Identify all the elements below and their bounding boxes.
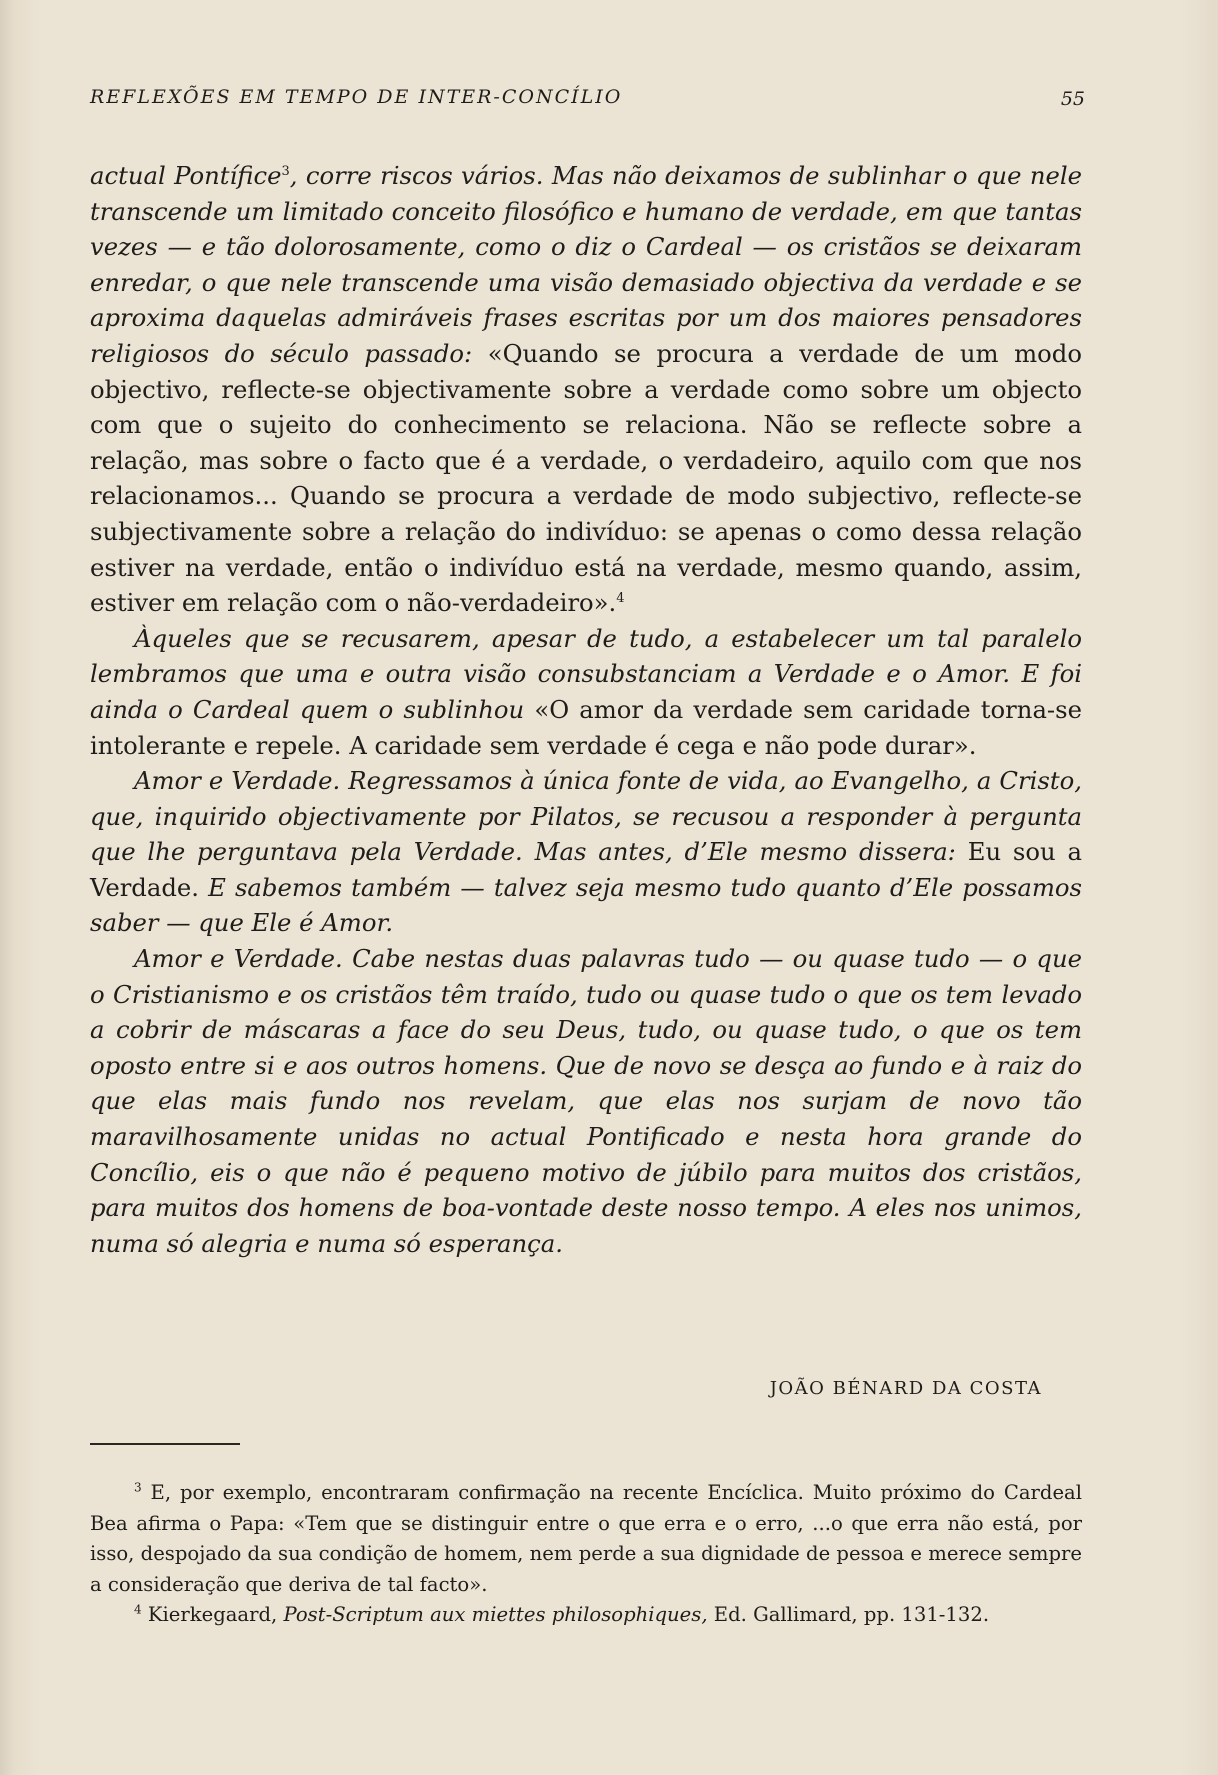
footnote-4-number: 4: [134, 1602, 142, 1617]
paragraph-1-quote: «Quando se procura a verdade de um modo objectivo, reflecte-se objectivamente sobre a verdade como sobre um objecto com que o sujeito do conhecimento se relaciona. Não se reflecte sobre a relação, mas sobre o facto que é a verdade, o verdadeiro, aquilo com que nos relacionamos... Quando se procura a verdade de modo subjectivo, reflecte-se subjectivamente sobre a relação do indivíduo: se apenas o como dessa relação estiver na verdade, então o indivíduo está na verdade, mesmo quando, assim, estiver em relação com o não-verdadeiro».: [90, 338, 1082, 618]
paragraph-1: [90, 158, 1082, 621]
footnote-3: [90, 1478, 1082, 1600]
paragraph-4-italic: Amor e Verdade. Cabe nestas duas palavras tudo — ou quase tudo — o que o Cristianismo e os cristãos têm traído, tudo ou quase tudo o que os tem levado a cobrir de máscaras a face do seu Deus, tudo, ou quase tudo, o que os tem oposto entre si e aos outros homens. Que de novo se desça ao fundo e à raiz do que elas mais fundo nos revelam, que elas nos surjam de novo tão maravilhosamente unidas no actual Pontificado e nesta hora grande do Concílio, eis o que não é pequeno motivo de júbilo para muitos dos cristãos, para muitos dos homens de boa-vontade deste nosso tempo. A eles nos unimos, numa só alegria e numa só esperança.: [90, 944, 1082, 1258]
paragraph-3-roman: Eu sou a Verdade.: [90, 837, 1082, 902]
footnote-4-rest: Ed. Gallimard, pp. 131-132.: [707, 1603, 990, 1626]
running-head: REFLEXÕES EM TEMPO DE INTER-CONCÍLIO: [90, 86, 623, 108]
paragraph-3-italic: Amor e Verdade. Regressamos à única fonte de vida, ao Evangelho, a Cristo, que, inquirido objectivamente por Pilatos, se recusou a responder à pergunta que lhe perguntava pela Verdade. Mas antes, d’Ele mesmo dissera:: [90, 766, 1082, 867]
paragraph-2-italic: Àqueles que se recusarem, apesar de tudo, a estabelecer um tal paralelo lembramos que uma e outra visão consubstanciam a Verdade e o Amor. E foi ainda o Cardeal quem o sublinhou: [90, 623, 1082, 724]
footnote-divider: [90, 1443, 240, 1445]
page-number: 55: [1060, 88, 1085, 110]
footnote-3-text: E, por exemplo, encontraram confirmação na recente Encíclica. Muito próximo do Cardeal Bea afirma o Papa: «Tem que se distinguir entre o que erra e o erro, ...o que erra não está, por isso, despojado da sua condição de homem, nem perde a sua dignidade de pessoa e merece sempre a consideração que deriva de tal facto».: [90, 1481, 1082, 1596]
author-signature: JOÃO BÉNARD DA COSTA: [769, 1378, 1042, 1399]
footnote-4: [90, 1600, 1082, 1631]
body-text: [90, 158, 1082, 1261]
footnote-4-title: Post-Scriptum aux miettes philosophiques,: [283, 1603, 708, 1626]
footnote-ref-4: 4: [616, 591, 625, 607]
footnote-ref-3: 3: [281, 163, 290, 179]
paragraph-3-italic-b: E sabemos também — talvez seja mesmo tudo quanto d’Ele possamos saber — que Ele é Amor.: [90, 872, 1082, 938]
footnote-3-number: 3: [134, 1480, 142, 1495]
paragraph-2-quote: «O amor da verdade sem caridade torna-se intolerante e repele. A caridade sem verdade é cega e não pode durar».: [90, 694, 1082, 760]
page-header: [90, 86, 1085, 116]
paragraph-4: [90, 941, 1082, 1261]
paragraph-1-italic: actual Pontífice: [90, 161, 282, 190]
footnote-4-author: Kierkegaard,: [141, 1603, 284, 1626]
footnotes: [90, 1478, 1082, 1631]
paragraph-1-italic-b: , corre riscos vários. Mas não deixamos de sublinhar o que nele transcende um limitado conceito filosófico e humano de verdade, em que tantas vezes — e tão dolorosamente, como o diz o Cardeal — os cristãos se deixaram enredar, o que nele transcende uma visão demasiado objectiva da verdade e se aproxima daquelas admiráveis frases escritas por um dos maiores pensadores religiosos do século passado:: [90, 161, 1083, 368]
paragraph-2: [90, 621, 1082, 763]
paragraph-3: [90, 763, 1082, 941]
